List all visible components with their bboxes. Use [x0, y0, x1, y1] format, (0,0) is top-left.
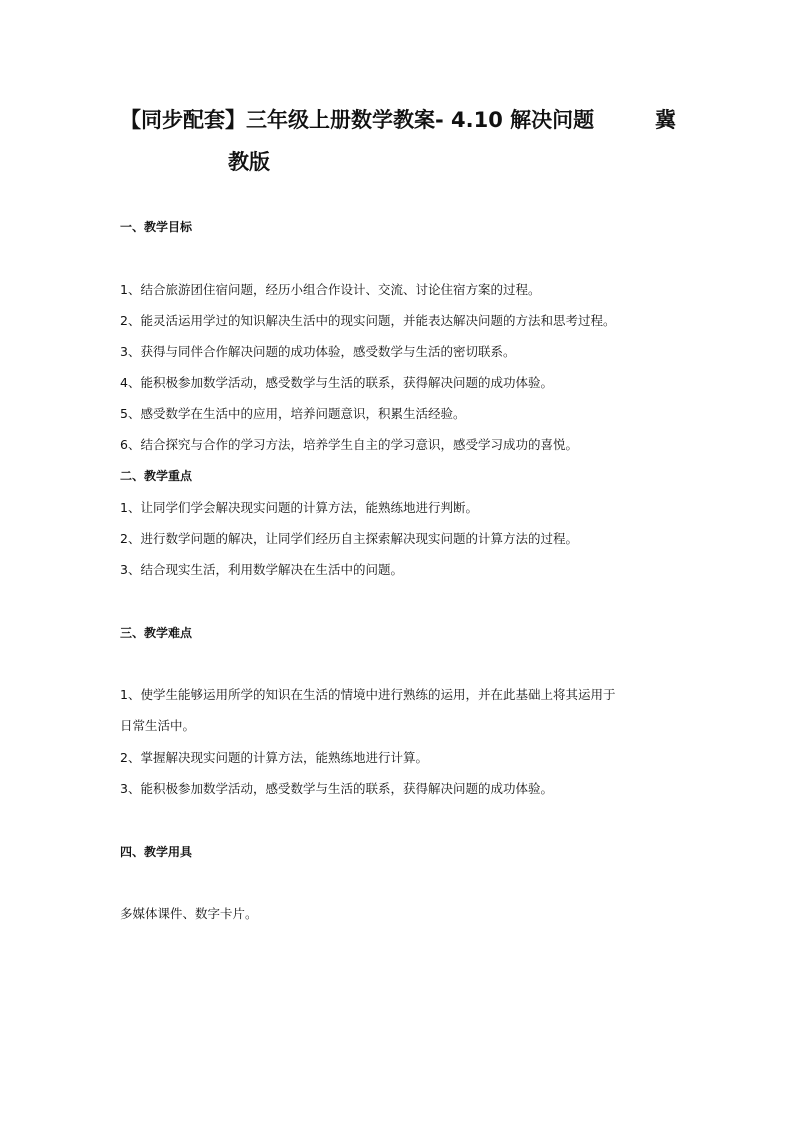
- objective-item: 5、感受数学在生活中的应用，培养问题意识，积累生活经验。: [120, 406, 466, 421]
- key-point-item: 1、让同学们学会解决现实问题的计算方法，能熟练地进行判断。: [120, 500, 478, 515]
- objective-item: 4、能积极参加数学活动，感受数学与生活的联系，获得解决问题的成功体验。: [120, 375, 553, 390]
- section-heading-key-points: 二、教学重点: [120, 469, 193, 483]
- key-point-item: 3、结合现实生活，利用数学解决在生活中的问题。: [120, 562, 403, 577]
- document-title: [120, 104, 680, 136]
- difficulty-item: 3、能积极参加数学活动，感受数学与生活的联系，获得解决问题的成功体验。: [120, 781, 553, 796]
- section-heading-objectives: 一、教学目标: [120, 220, 193, 234]
- title-tail-text: 冀: [655, 108, 676, 132]
- objective-item: 6、结合探究与合作的学习方法，培养学生自主的学习意识，感受学习成功的喜悦。: [120, 437, 578, 452]
- section-heading-teaching-aids: 四、教学用具: [120, 845, 193, 859]
- document-title-line2: 教版: [228, 150, 270, 174]
- objective-item: 2、能灵活运用学过的知识解决生活中的现实问题，并能表达解决问题的方法和思考过程。: [120, 313, 616, 328]
- title-main-text: 【同步配套】三年级上册数学教案- 4.10 解决问题: [120, 108, 595, 132]
- difficulty-item: 1、使学生能够运用所学的知识在生活的情境中进行熟练的运用，并在此基础上将其运用于: [120, 687, 616, 702]
- teaching-aids-item: 多媒体课件、数字卡片。: [120, 906, 258, 921]
- difficulty-item: 2、掌握解决现实问题的计算方法，能熟练地进行计算。: [120, 750, 428, 765]
- objective-item: 1、结合旅游团住宿问题，经历小组合作设计、交流、讨论住宿方案的过程。: [120, 282, 541, 297]
- difficulty-item: 日常生活中。: [120, 718, 196, 733]
- objective-item: 3、获得与同伴合作解决问题的成功体验，感受数学与生活的密切联系。: [120, 344, 516, 359]
- key-point-item: 2、进行数学问题的解决，让同学们经历自主探索解决现实问题的计算方法的过程。: [120, 531, 578, 546]
- section-heading-difficulties: 三、教学难点: [120, 626, 193, 640]
